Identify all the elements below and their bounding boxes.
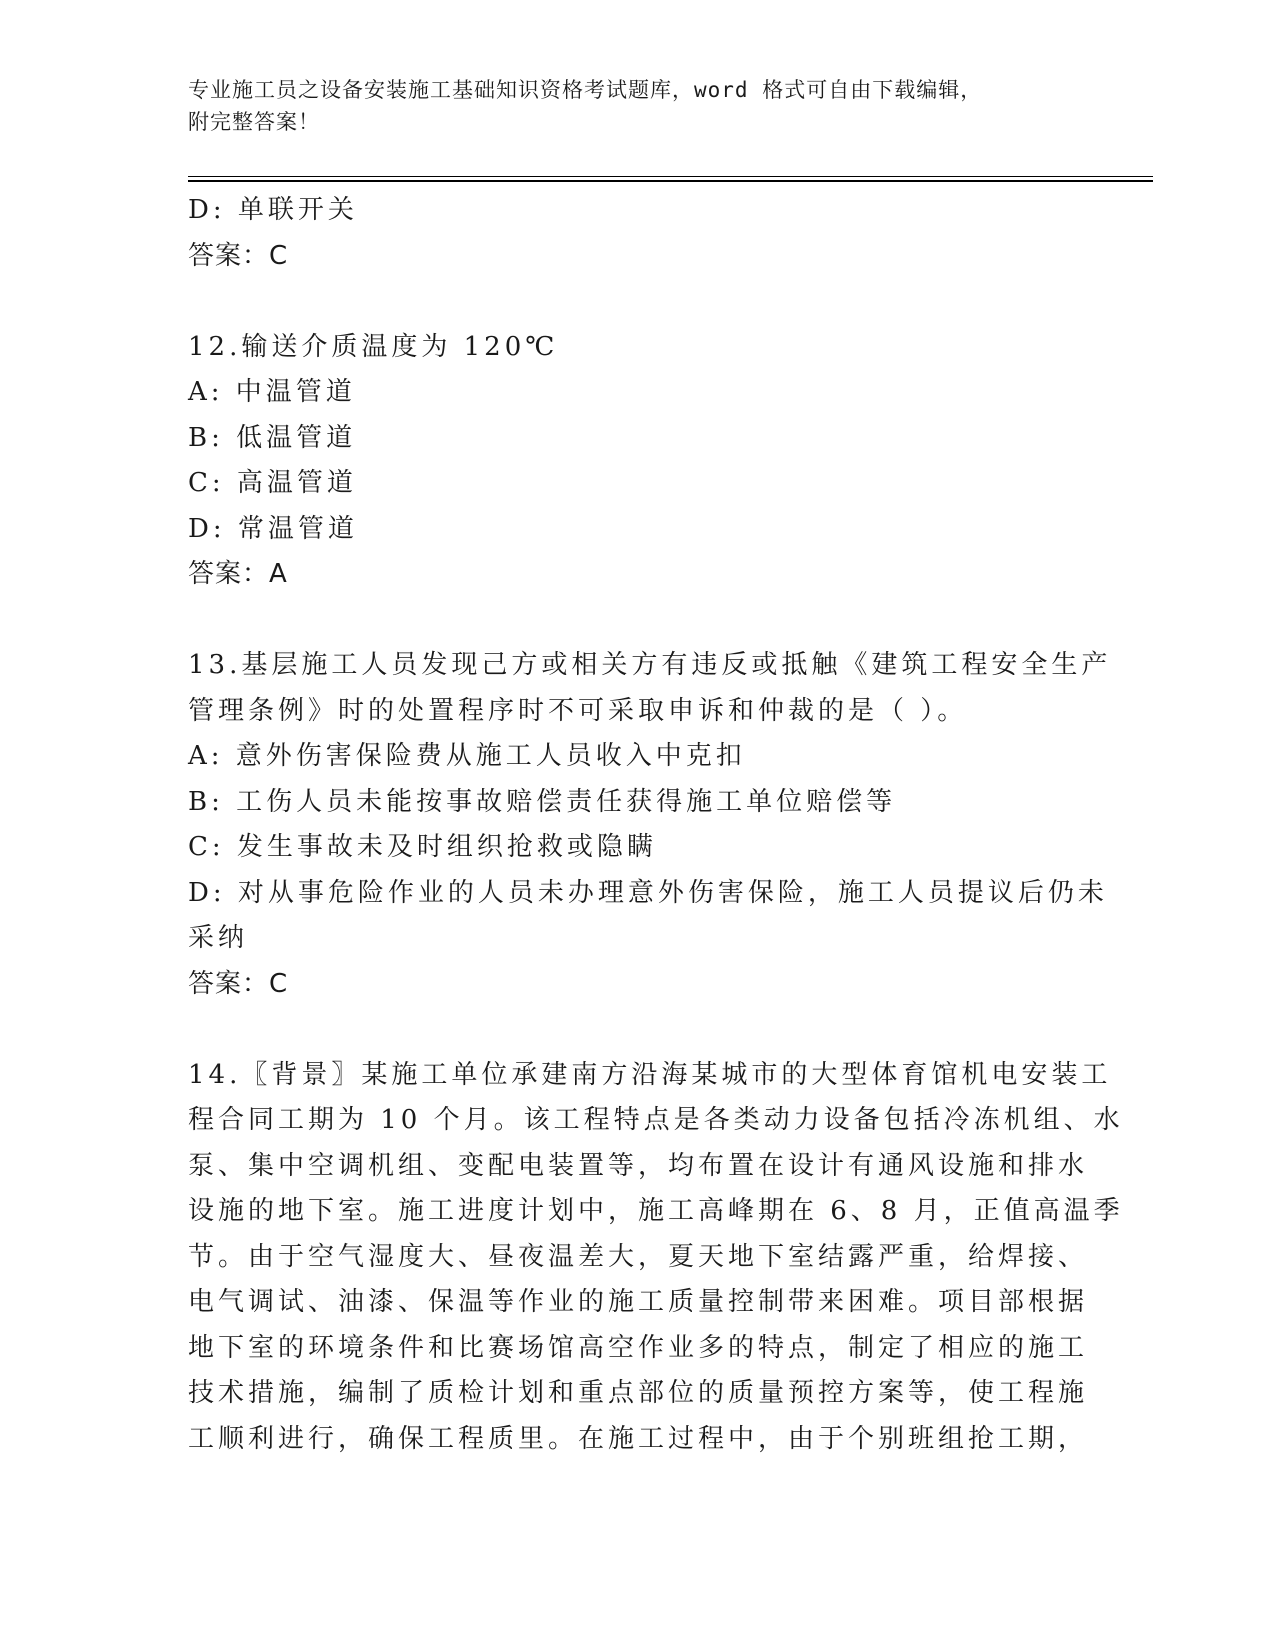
- document-body: [188, 188, 1124, 1462]
- q14-line: 电气调试、油漆、保温等作业的施工质量控制带来困难。项目部根据: [188, 1287, 1089, 1317]
- q12-option-a: A: 中温管道: [188, 377, 356, 407]
- header-divider-bottom: [188, 180, 1153, 182]
- spacer: [188, 598, 1088, 644]
- q13-option-d-line-1: D: 对从事危险作业的人员未办理意外伤害保险，施工人员提议后仍未: [188, 877, 1108, 908]
- q13-answer: 答案：C: [188, 968, 289, 999]
- spacer: [188, 1007, 1088, 1053]
- header-line-1: 专业施工员之设备安装施工基础知识资格考试题库，word 格式可自由下载编辑，: [188, 78, 983, 102]
- q14-question: [188, 1053, 1124, 1463]
- q14-line: 技术措施，编制了质检计划和重点部位的质量预控方案等，使工程施: [188, 1378, 1089, 1408]
- q13-option-d-line-2: 采纳: [188, 923, 249, 953]
- document-header: [188, 74, 1088, 138]
- q14-line: 设施的地下室。施工进度计划中，施工高峰期在 6、8 月，正值高温季: [188, 1196, 1124, 1226]
- spacer: [188, 279, 1088, 325]
- header-divider-top: [188, 176, 1153, 177]
- q14-line: 14.〖背景〗某施工单位承建南方沿海某城市的大型体育馆机电安装工: [188, 1059, 1112, 1090]
- q14-line: 工顺利进行，确保工程质里。在施工过程中，由于个别班组抢工期，: [188, 1423, 1089, 1454]
- q11-answer: 答案：C: [188, 240, 289, 271]
- q13-question-line-1: 13.基层施工人员发现己方或相关方有违反或抵触《建筑工程安全生产: [188, 650, 1112, 680]
- q13-question-line-2: 管理条例》时的处置程序时不可采取申诉和仲裁的是（ ）。: [188, 695, 968, 726]
- q12-answer: 答案：A: [188, 559, 288, 589]
- q13-option-b: B: 工伤人员未能按事故赔偿责任获得施工单位赔偿等: [188, 786, 897, 817]
- q11-option-d: D: 单联开关: [188, 195, 358, 225]
- header-line-2: 附完整答案！: [188, 110, 320, 134]
- q12-option-d: D: 常温管道: [188, 513, 358, 544]
- q12-option-b: B: 低温管道: [188, 422, 357, 453]
- q14-line: 节。由于空气湿度大、昼夜温差大，夏天地下室结露严重，给焊接、: [188, 1241, 1089, 1272]
- q14-line: 泵、集中空调机组、变配电装置等，均布置在设计有通风设施和排水: [188, 1150, 1089, 1181]
- q14-line: 地下室的环境条件和比赛场馆高空作业多的特点，制定了相应的施工: [188, 1332, 1089, 1363]
- q13-option-c: C: 发生事故未及时组织抢救或隐瞒: [188, 832, 657, 862]
- q13-option-a: A: 意外伤害保险费从施工人员收入中克扣: [188, 741, 746, 771]
- q12-option-c: C: 高温管道: [188, 468, 357, 498]
- q14-line: 程合同工期为 10 个月。该工程特点是各类动力设备包括冷冻机组、水: [188, 1105, 1124, 1135]
- q12-question: 12.输送介质温度为 120℃: [188, 331, 559, 362]
